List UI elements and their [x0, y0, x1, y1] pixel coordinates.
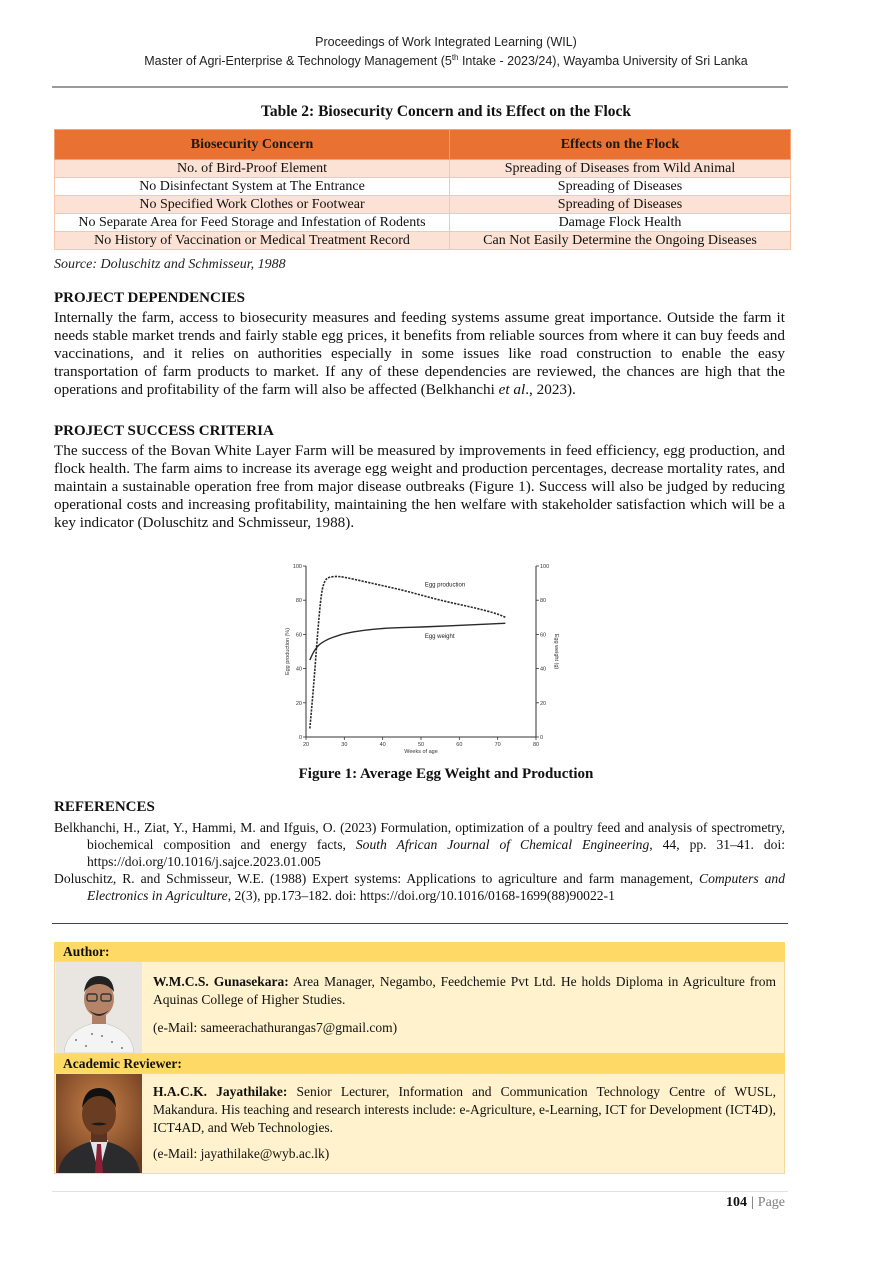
- section-title-dependencies: PROJECT DEPENDENCIES: [54, 290, 246, 306]
- x-tick-label: 70: [494, 742, 501, 748]
- series-label-egg-weight: Egg weight: [424, 633, 455, 640]
- page-label: Page: [757, 1195, 785, 1210]
- reviewer-panel: [54, 1073, 785, 1174]
- x-tick-label: 20: [302, 742, 310, 748]
- y2-tick-label: 80: [540, 598, 547, 605]
- author-description: Area Manager, Negambo, Feedchemie Pvt Ltd. He holds Diploma in Agriculture from Aquinas College of Higher Studies.: [153, 974, 776, 1007]
- column-header: Biosecurity Concern: [55, 130, 450, 160]
- table-cell: Spreading of Diseases: [450, 178, 791, 196]
- subtitle-post: Intake - 2023/24), Wayamba University of Sri Lanka: [458, 54, 748, 69]
- y2-tick-label: 40: [540, 666, 547, 673]
- dependencies-paragraph: [54, 309, 785, 399]
- reference-text: Belkhanchi, H., Ziat, Y., Hammi, M. and Ifguis, O. (2023) Formulation, optimization of a poultry feed and analysis of spectrometry, biochemical composition and energy facts,: [54, 820, 785, 852]
- reviewer-name: H.A.C.K. Jayathilake:: [153, 1084, 288, 1099]
- biosecurity-table: [54, 129, 791, 250]
- table-row: [55, 178, 791, 196]
- y2-tick-label: 60: [540, 632, 547, 639]
- reference-details: , 44, pp. 31–41. doi: https://doi.org/10.1016/j.sajce.2023.01.005: [87, 837, 785, 869]
- x-tick-label: 80: [532, 742, 540, 748]
- y-tick-label: 60: [295, 632, 302, 639]
- dependencies-text-end: ., 2023).: [525, 381, 576, 398]
- table-header-row: [55, 130, 791, 160]
- reference-details: , 2(3), pp.173–182. doi: https://doi.org/10.1016/0168-1699(88)90022-1: [227, 888, 615, 903]
- table-caption: Table 2: Biosecurity Concern and its Effect on the Flock: [260, 103, 632, 120]
- table-cell: No. of Bird-Proof Element: [55, 160, 450, 178]
- y-tick-label: 40: [295, 666, 302, 673]
- table-row: [55, 196, 791, 214]
- series-line-egg-weight: [310, 623, 505, 660]
- y2-tick-label: 20: [540, 700, 547, 707]
- reviewer-photo: [56, 1074, 142, 1173]
- author-name: W.M.C.S. Gunasekara:: [153, 974, 289, 989]
- y2-axis-label: Egg weight (g): [553, 633, 559, 670]
- x-tick-label: 30: [341, 742, 348, 748]
- page-separator: |: [750, 1195, 754, 1210]
- section-divider: [52, 923, 788, 924]
- reviewer-email[interactable]: (e-Mail: jayathilake@wyb.ac.lk): [153, 1146, 330, 1161]
- table-cell: No Disinfectant System at The Entrance: [55, 178, 450, 196]
- figure-caption: Figure 1: Average Egg Weight and Production: [298, 766, 594, 782]
- author-email[interactable]: (e-Mail: sameerachathurangas7@gmail.com): [153, 1020, 398, 1035]
- reference-item: [54, 819, 785, 870]
- reference-text: Doluschitz, R. and Schmisseur, W.E. (1988) Expert systems: Applications to agriculture and farm management,: [54, 871, 699, 886]
- y-tick-label: 100: [292, 564, 302, 570]
- subtitle-sup: th: [451, 53, 459, 62]
- x-tick-label: 60: [456, 742, 463, 748]
- subtitle-pre: Master of Agri-Enterprise & Technology Management (5: [144, 54, 452, 69]
- references-title: REFERENCES: [54, 799, 155, 815]
- author-panel: [54, 961, 785, 1054]
- author-bio: [153, 973, 776, 1009]
- table-cell: Damage Flock Health: [450, 214, 791, 232]
- series-line-egg-production: [310, 576, 505, 728]
- table-cell: No Separate Area for Feed Storage and Infestation of Rodents: [55, 214, 450, 232]
- chart-svg: [276, 556, 576, 756]
- y-tick-label: 0: [298, 735, 302, 741]
- series-label-egg-production: Egg production: [424, 582, 466, 589]
- figure-1-chart: [276, 556, 576, 756]
- y2-tick-label: 100: [540, 564, 550, 570]
- reference-journal: South African Journal of Chemical Engineering: [355, 837, 650, 852]
- success-paragraph: The success of the Bovan White Layer Farm will be measured by improvements in feed efficiency, egg production, and flock health. The farm aims to increase its average egg weight and production percentages, decrease mortality rates, and maintain a sustainable operation free from major disease outbreaks (Figure 1). Success will also be judged by reducing operational costs and increasing profitability, maintaining the hen welfare with stakeholder satisfaction which will be a key indicator (Doluschitz and Schmisseur, 1988).: [54, 442, 785, 531]
- dependencies-text: Internally the farm, access to biosecurity measures and feeding systems assume great importance. Outside the farm it needs stable market trends and fairly stable egg prices, it benefits from reliable sources from where it can buy feeds and vaccinations, and it relies on authorities especially in some issues like road construction to enable the easy transportation of farm products to market. If any of these dependencies are reviewed, the chances are high that the operations and profitability of the farm will also be affected (Belkhanchi: [54, 309, 785, 398]
- table-cell: No History of Vaccination or Medical Treatment Record: [55, 232, 450, 250]
- table-cell: Spreading of Diseases: [450, 196, 791, 214]
- table-cell: Spreading of Diseases from Wild Animal: [450, 160, 791, 178]
- reviewer-label-bar: Academic Reviewer:: [54, 1054, 785, 1073]
- proceedings-title: Proceedings of Work Integrated Learning (WIL): [315, 35, 577, 49]
- table-source: Source: Doluschitz and Schmisseur, 1988: [54, 257, 286, 272]
- y-axis-label: Egg production (%): [285, 627, 291, 676]
- reference-journal: Computers and Electronics in Agriculture: [87, 871, 785, 903]
- y-tick-label: 80: [295, 598, 302, 605]
- table-cell: Can Not Easily Determine the Ongoing Diseases: [450, 232, 791, 250]
- program-subtitle: [0, 53, 892, 68]
- x-axis-label: Weeks of age: [404, 749, 438, 755]
- reference-item: [54, 870, 785, 904]
- column-header: Effects on the Flock: [450, 130, 791, 160]
- y2-tick-label: 0: [540, 735, 544, 741]
- author-label-bar: Author:: [54, 942, 785, 961]
- section-title-success: PROJECT SUCCESS CRITERIA: [54, 423, 274, 439]
- header-divider: [52, 86, 788, 88]
- reviewer-description: Senior Lecturer, Information and Communication Technology Centre of WUSL, Makandura. His teaching and research interests include: e-Agriculture, e-Learning, ICT for Development (ICT4D), ICT4AD, and Web Technologies.: [153, 1084, 776, 1135]
- reviewer-bio: [153, 1083, 776, 1137]
- y-tick-label: 20: [295, 700, 302, 707]
- x-tick-label: 50: [417, 742, 425, 748]
- table-row: [55, 214, 791, 232]
- table-cell: No Specified Work Clothes or Footwear: [55, 196, 450, 214]
- dependencies-etal: et al: [498, 381, 526, 398]
- page-number-value: 104: [725, 1195, 747, 1210]
- table-row: [55, 160, 791, 178]
- footer-divider: [52, 1191, 788, 1192]
- x-tick-label: 40: [379, 742, 386, 748]
- table-row: [55, 232, 791, 250]
- page-number: [726, 1195, 785, 1211]
- author-photo: [56, 962, 142, 1053]
